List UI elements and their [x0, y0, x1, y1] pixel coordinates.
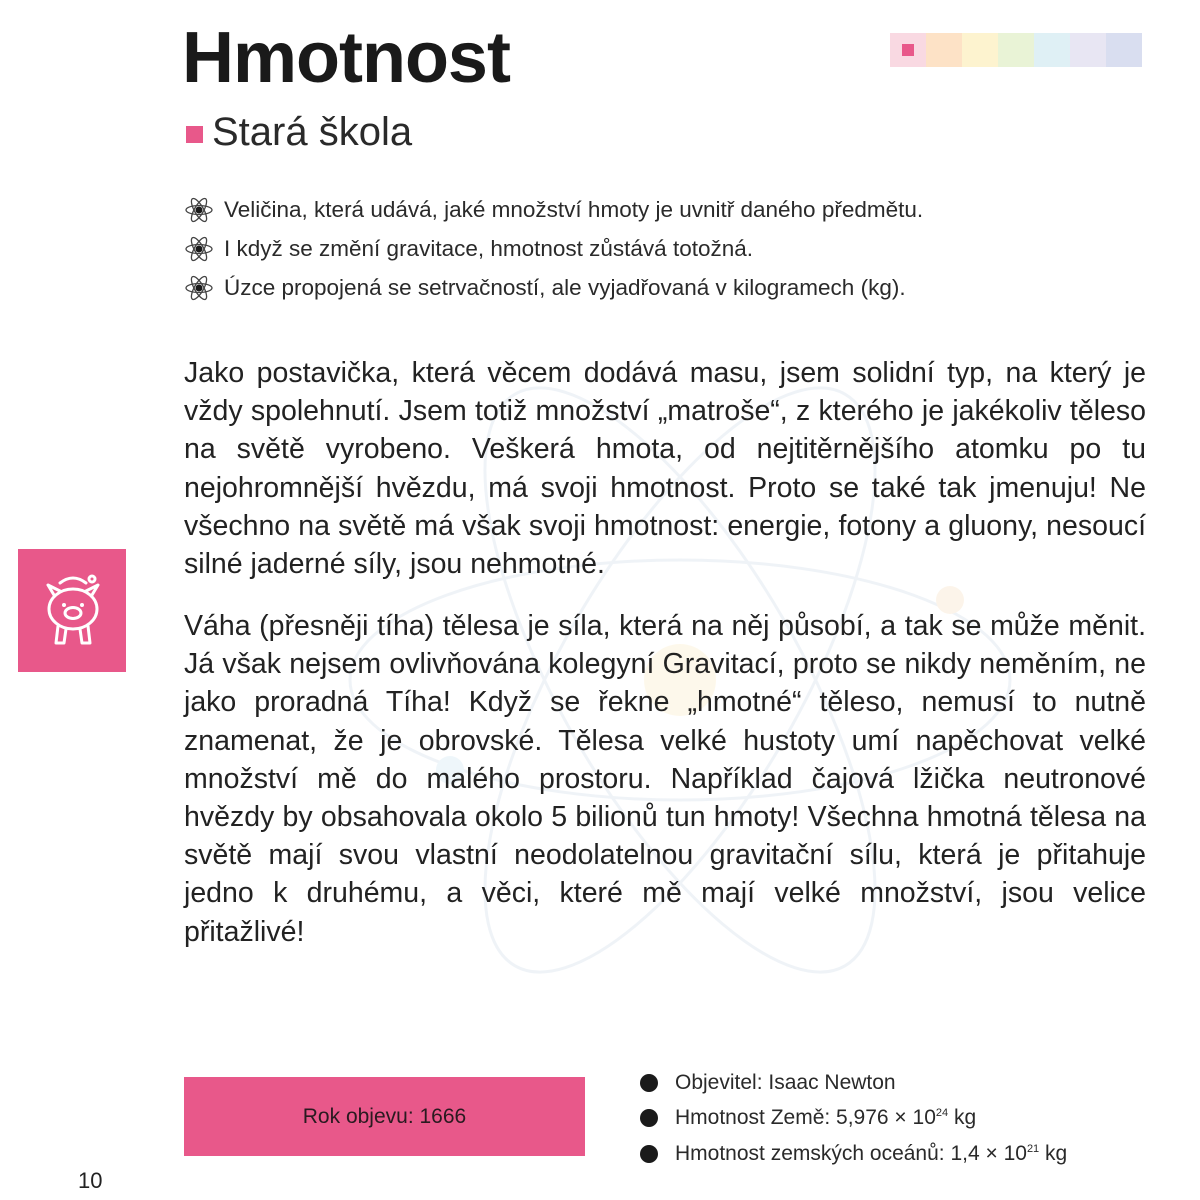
list-item	[640, 1136, 1067, 1172]
piggy-character-icon	[42, 571, 104, 649]
palette-swatch	[926, 33, 962, 67]
page-number: 10	[78, 1168, 103, 1193]
discovery-year-text: Rok objevu: 1666	[302, 1104, 467, 1128]
active-swatch-marker-icon	[902, 44, 914, 56]
fact-text: Hmotnost zemských oceánů: $1,4 \times 10^{21}$ kg	[675, 1141, 1068, 1165]
list-item-text: Veličina, která udává, jaké množství hmoty je uvnitř daného předmětu.	[224, 196, 924, 222]
palette-swatch	[1034, 33, 1070, 67]
list-item	[184, 229, 923, 268]
palette-swatch	[890, 33, 926, 67]
bullet-dot-icon	[640, 1109, 658, 1127]
list-item	[640, 1065, 1067, 1101]
color-palette	[890, 33, 1142, 67]
palette-swatch	[998, 33, 1034, 67]
bullet-dot-icon	[640, 1074, 658, 1092]
atom-bullet-icon	[184, 234, 214, 264]
list-item	[184, 190, 923, 229]
list-item-text: I když se změní gravitace, hmotnost zůstává totožná.	[224, 235, 754, 261]
facts-list	[640, 1065, 1067, 1172]
fact-text: Hmotnost Země: $5,976 \times 10^{24}$ kg	[675, 1106, 977, 1130]
subtitle-square-icon	[186, 126, 203, 143]
side-tab	[18, 549, 126, 672]
body-paragraph-1: Jako postavička, která věcem dodává masu, jsem solidní typ, na který je vždy spolehnutí. Jsem totiž množství „matroše“, z kterého je jakékoliv těleso na světě vyrobeno. Veškerá hmota, od nejtitěrnějšího atomku po tu nejohromnější hvězdu, má svoji hmotnost. Proto se také tak jmenuju! Ne všechno na světě má však svoji hmotnost: energie, fotony a gluony, nesoucí silné jaderné síly, jsou nehmotné.	[184, 357, 1146, 581]
subtitle	[186, 110, 412, 155]
palette-swatch	[962, 33, 998, 67]
discovery-year-box	[184, 1077, 585, 1156]
atom-bullet-icon	[184, 195, 214, 225]
list-item	[640, 1101, 1067, 1137]
atom-bullet-icon	[184, 273, 214, 303]
fact-text: Objevitel: Isaac Newton	[675, 1070, 896, 1094]
body-paragraph-2: Váha (přesněji tíha) tělesa je síla, která na něj působí, a tak se může měnit. Já však nejsem ovlivňována kolegyní Gravitací, proto se nikdy neměním, ne jako proradná Tíha! Když se řekne „hmotné“ těleso, nemusí to nutně znamenat, že je obrovské. Tělesa velké hustoty umí napěchovat velké množství mě do malého prostoru. Například čajová lžička neutronové hvězdy by obsahovala okolo 5 bilionů tun hmoty! Všechna hmotná tělesa na světě mají svou vlastní neodolatelnou gravitační sílu, která je přitahuje jedno k druhému, a věci, které mě mají velké množství, jsou velice přitažlivé!	[184, 610, 1146, 948]
page-title: Hmotnost	[182, 18, 510, 98]
subtitle-text: Stará škola	[212, 110, 413, 154]
palette-swatch	[1106, 33, 1142, 67]
key-points-list	[184, 190, 923, 307]
list-item-text: Úzce propojená se setrvačností, ale vyjadřovaná v kilogramech (kg).	[224, 274, 906, 300]
list-item	[184, 268, 923, 307]
bullet-dot-icon	[640, 1145, 658, 1163]
palette-swatch	[1070, 33, 1106, 67]
